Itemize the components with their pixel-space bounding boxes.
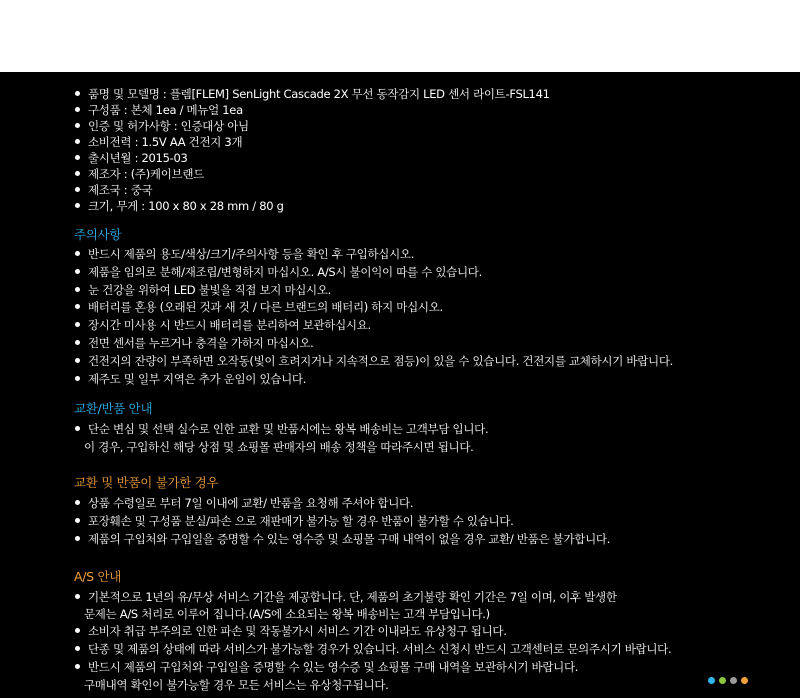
as-item-continuation: 문제는 A/S 처리로 이루어 집니다.(A/S에 소요되는 왕복 배송비는 고객 부담입니다.) [84, 607, 490, 622]
green-dot [719, 677, 726, 684]
caution-item: 제품을 임의로 분해/재조립/변형하지 마십시오. A/S시 불이익이 따를 수 있습니다. [74, 264, 774, 282]
as-list-cont [74, 623, 774, 676]
spec-item: 크기, 무게 : 100 x 80 x 28 mm / 80 g [74, 198, 774, 214]
caution-heading: 주의사항 [74, 227, 122, 242]
not-allowed-item: 제품의 구입처와 구입일을 증명할 수 있는 영수증 및 쇼핑몰 구매 내역이 없을 경우 교환/ 반품은 불가합니다. [74, 531, 774, 549]
caution-item: 장시간 미사용 시 반드시 배터리를 분리하여 보관하십시요. [74, 317, 774, 335]
caution-list [74, 246, 774, 388]
spec-item: 구성품 : 본체 1ea / 메뉴얼 1ea [74, 102, 774, 118]
as-item: 반드시 제품의 구입처와 구입일을 증명할 수 있는 영수증 및 쇼핑몰 구매 내역을 보관하시기 바랍니다. [74, 659, 774, 677]
exchange-heading: 교환/반품 안내 [74, 401, 153, 417]
as-item: 단종 및 제품의 상태에 따라 서비스가 불가능할 경우가 있습니다. 서비스 신청시 반드시 고객센터로 문의주시기 바랍니다. [74, 641, 774, 659]
not-allowed-list [74, 495, 774, 548]
exchange-item: 단순 변심 및 선택 실수로 인한 교환 및 반품시에는 왕복 배송비는 고객부담 입니다. [74, 421, 774, 439]
gray-dot [730, 677, 737, 684]
as-list [74, 589, 774, 607]
product-info-panel [0, 72, 800, 698]
spec-item: 출시년월 : 2015-03 [74, 150, 774, 166]
as-heading: A/S 안내 [74, 568, 122, 584]
spec-item: 제조자 : (주)케이브랜드 [74, 166, 774, 182]
spec-item: 인증 및 허가사항 : 인증대상 아님 [74, 118, 774, 134]
caution-item: 건전지의 잔량이 부족하면 오작동(빛이 흐려지거나 지속적으로 점등)이 있을 수 있습니다. 건전지를 교체하시기 바랍니다. [74, 353, 774, 371]
top-white-band [0, 0, 800, 72]
caution-item: 배터리를 혼용 (오래된 것과 새 것 / 다른 브랜드의 배터리) 하지 마십시오. [74, 299, 774, 317]
caution-item: 제주도 및 일부 지역은 추가 운임이 있습니다. [74, 371, 774, 389]
spec-item: 제조국 : 중국 [74, 182, 774, 198]
color-dots [708, 677, 748, 684]
caution-item: 전면 센서를 누르거나 충격을 가하지 마십시오. [74, 335, 774, 353]
spec-item: 소비전력 : 1.5V AA 건전지 3개 [74, 134, 774, 150]
as-item: 기본적으로 1년의 유/무상 서비스 기간을 제공합니다. 단, 제품의 초기불량 확인 기간은 7일 이며, 이후 발생한 [74, 589, 774, 607]
spec-item: 품명 및 모델명 : 플렘[FLEM] SenLight Cascade 2X 무선 동작감지 LED 센서 라이트-FSL141 [74, 86, 774, 102]
caution-item: 반드시 제품의 용도/색상/크기/주의사항 등을 확인 후 구입하십시오. [74, 246, 774, 264]
spec-list [74, 86, 774, 214]
exchange-item-continuation: 이 경우, 구입하신 해당 상점 및 쇼핑몰 판매자의 배송 정책을 따라주시면 됩니다. [84, 440, 474, 455]
as-item-continuation: 구매내역 확인이 불가능할 경우 모든 서비스는 유상청구됩니다. [84, 677, 389, 692]
content-column [74, 86, 774, 694]
as-item: 소비자 취급 부주의로 인한 파손 및 작동불가시 서비스 기간 이내라도 유상청구 됩니다. [74, 623, 774, 641]
exchange-list [74, 421, 774, 439]
blue-dot [708, 677, 715, 684]
caution-item: 눈 건강을 위하여 LED 불빛을 직접 보지 마십시오. [74, 282, 774, 300]
not-allowed-item: 포장훼손 및 구성품 분실/파손 으로 재판매가 불가능 할 경우 반품이 불가할 수 있습니다. [74, 513, 774, 531]
not-allowed-item: 상품 수령일로 부터 7일 이내에 교환/ 반품을 요청해 주셔야 합니다. [74, 495, 774, 513]
not-allowed-heading: 교환 및 반품이 불가한 경우 [74, 475, 219, 491]
orange-dot [741, 677, 748, 684]
